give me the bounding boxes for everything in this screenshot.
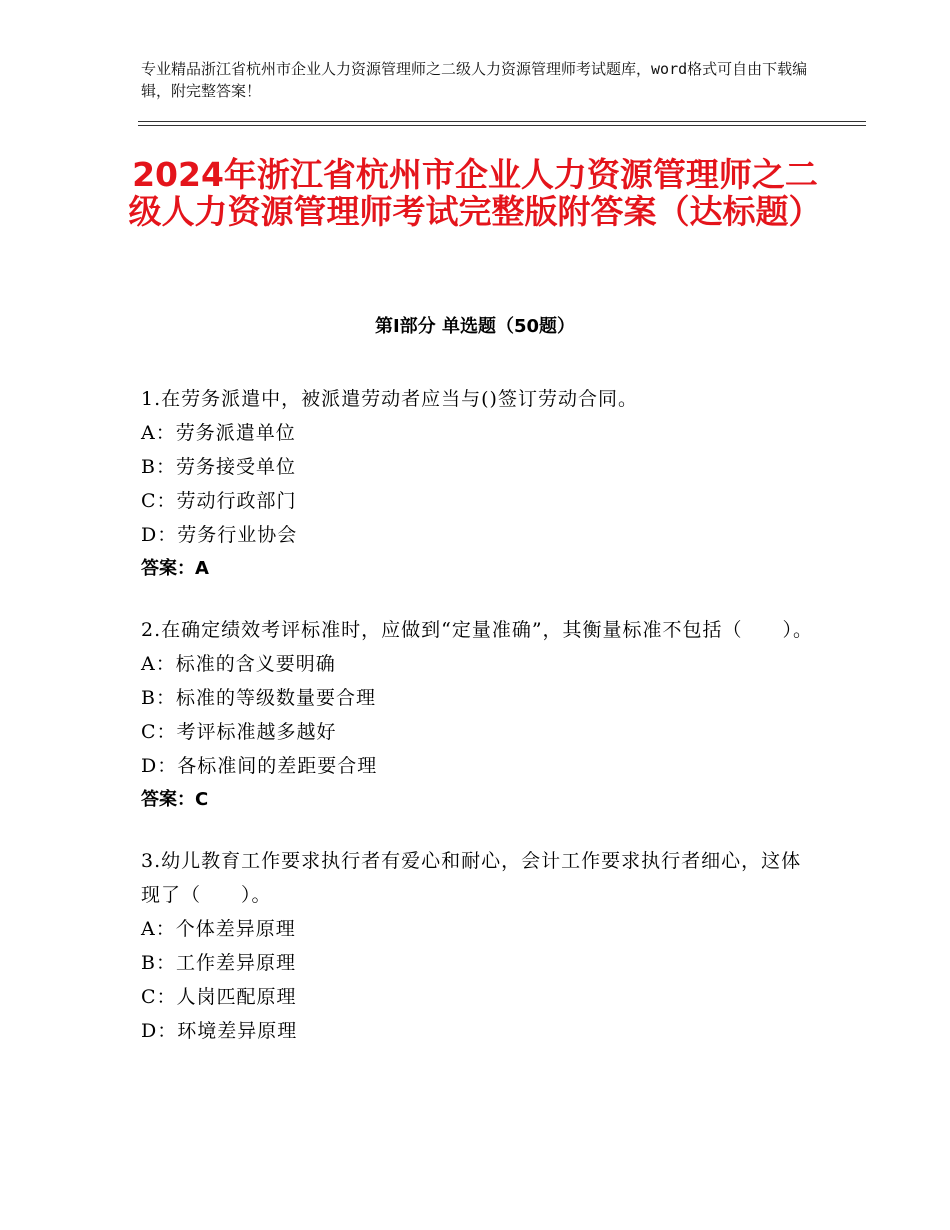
question-1 — [141, 382, 821, 586]
option-b: B：劳务接受单位 — [141, 456, 296, 478]
header-note: 专业精品浙江省杭州市企业人力资源管理师之二级人力资源管理师考试题库，word格式可自由下载编辑，附完整答案！ — [141, 60, 808, 100]
question-list — [141, 382, 821, 1075]
header-divider — [138, 121, 866, 122]
option-d: D：各标准间的差距要合理 — [141, 755, 378, 777]
option-a: A：个体差异原理 — [141, 918, 296, 940]
question-stem: 3.幼儿教育工作要求执行者有爱心和耐心，会计工作要求执行者细心，这体现了（ ）。 — [141, 850, 802, 906]
option-a: A：劳务派遣单位 — [141, 422, 296, 444]
question-2 — [141, 613, 821, 817]
option-b: B：标准的等级数量要合理 — [141, 687, 376, 709]
answer: 答案：C — [141, 789, 209, 810]
option-c: C：考评标准越多越好 — [141, 721, 337, 743]
header-divider-thin — [138, 125, 866, 126]
option-b: B：工作差异原理 — [141, 952, 296, 974]
section-title: 第Ⅰ部分 单选题（50题） — [374, 316, 575, 337]
question-stem: 1.在劳务派遣中，被派遣劳动者应当与()签订劳动合同。 — [141, 388, 638, 410]
answer: 答案：A — [141, 558, 209, 579]
option-d: D：劳务行业协会 — [141, 524, 298, 546]
option-a: A：标准的含义要明确 — [141, 653, 336, 675]
document-title: 2024年浙江省杭州市企业人力资源管理师之二级人力资源管理师考试完整版附答案（达标题） — [128, 155, 822, 231]
question-3 — [141, 844, 821, 1048]
option-c: C：人岗匹配原理 — [141, 986, 297, 1008]
option-c: C：劳动行政部门 — [141, 490, 297, 512]
option-d: D：环境差异原理 — [141, 1020, 298, 1042]
question-stem: 2.在确定绩效考评标准时，应做到“定量准确”，其衡量标准不包括（ ）。 — [141, 619, 814, 641]
